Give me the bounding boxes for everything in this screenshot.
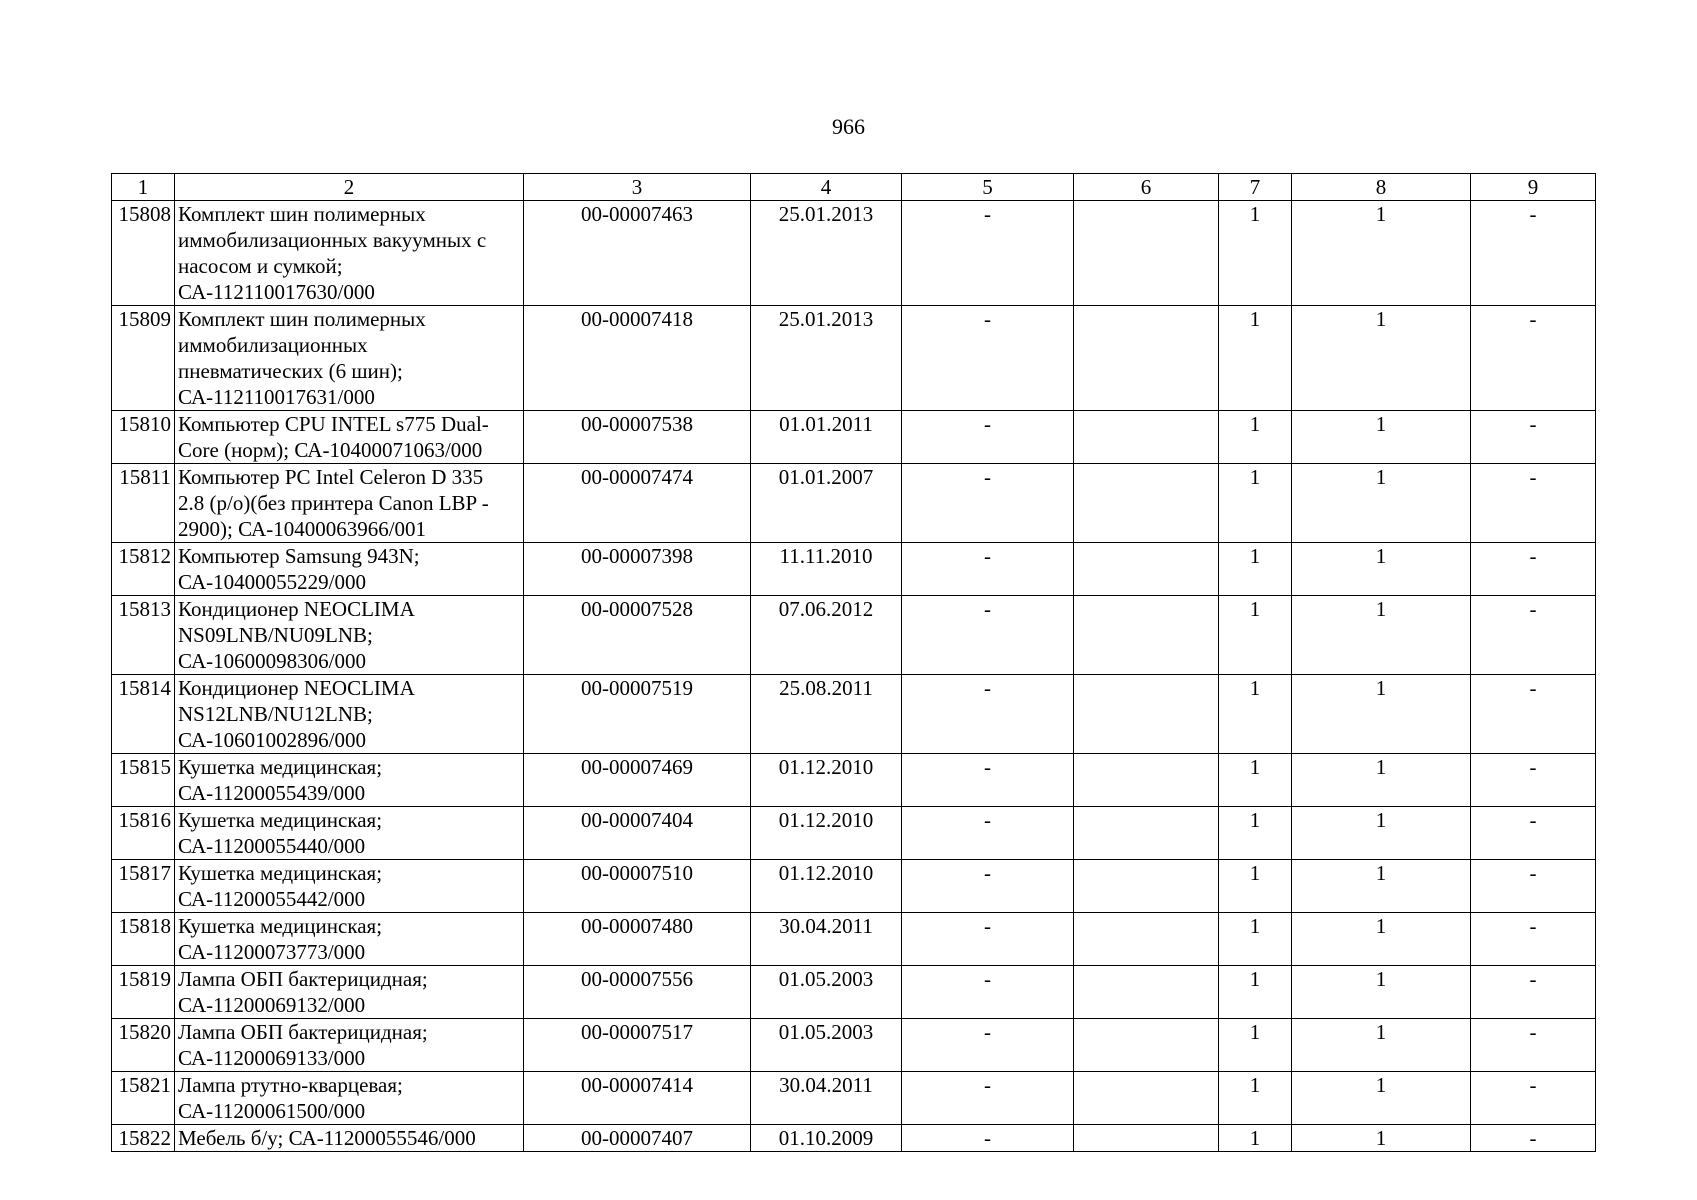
row-number-cell: 15813 [112, 596, 175, 675]
col9-cell: - [1471, 464, 1596, 543]
row-number-cell: 15812 [112, 543, 175, 596]
col7-cell: 1 [1219, 913, 1292, 966]
col9-cell: - [1471, 1019, 1596, 1072]
col8-cell: 1 [1292, 966, 1471, 1019]
header-cell-5: 5 [902, 174, 1074, 201]
row-number-cell: 15818 [112, 913, 175, 966]
date-cell: 01.05.2003 [751, 966, 902, 1019]
item-name-line: Лампа ртутно-кварцевая; [178, 1073, 403, 1097]
col6-cell [1074, 411, 1219, 464]
date-cell: 01.12.2010 [751, 754, 902, 807]
row-number-cell: 15821 [112, 1072, 175, 1125]
col8-cell: 1 [1292, 596, 1471, 675]
inventory-number-cell: 00-00007510 [524, 860, 751, 913]
header-cell-3: 3 [524, 174, 751, 201]
item-name-line: Core (норм); СА-10400071063/000 [178, 438, 483, 462]
item-name-cell [175, 1125, 524, 1152]
date-cell: 25.01.2013 [751, 201, 902, 306]
inventory-number-cell: 00-00007463 [524, 201, 751, 306]
item-name-line: Лампа ОБП бактерицидная; [178, 967, 428, 991]
col5-cell: - [902, 411, 1074, 464]
item-name-cell [175, 306, 524, 411]
col8-cell: 1 [1292, 464, 1471, 543]
date-cell: 30.04.2011 [751, 1072, 902, 1125]
item-name-cell [175, 201, 524, 306]
item-name-line: Кушетка медицинская; [178, 861, 383, 885]
col6-cell [1074, 306, 1219, 411]
col7-cell: 1 [1219, 860, 1292, 913]
item-name-line: Кондиционер NEOCLIMA [178, 597, 415, 621]
row-number-cell: 15816 [112, 807, 175, 860]
col9-cell: - [1471, 807, 1596, 860]
header-cell-7: 7 [1219, 174, 1292, 201]
item-name-line: СА-11200073773/000 [178, 940, 366, 964]
col6-cell [1074, 596, 1219, 675]
col6-cell [1074, 1072, 1219, 1125]
table-row [112, 807, 1596, 860]
col6-cell [1074, 675, 1219, 754]
col5-cell: - [902, 754, 1074, 807]
col6-cell [1074, 754, 1219, 807]
item-name-cell [175, 1019, 524, 1072]
col8-cell: 1 [1292, 675, 1471, 754]
item-name-cell [175, 675, 524, 754]
col6-cell [1074, 464, 1219, 543]
col8-cell: 1 [1292, 306, 1471, 411]
col6-cell [1074, 860, 1219, 913]
col9-cell: - [1471, 754, 1596, 807]
col8-cell: 1 [1292, 1019, 1471, 1072]
table-row [112, 754, 1596, 807]
col5-cell: - [902, 596, 1074, 675]
item-name-line: СА-11200061500/000 [178, 1099, 366, 1123]
col9-cell: - [1471, 1125, 1596, 1152]
row-number-cell: 15814 [112, 675, 175, 754]
col7-cell: 1 [1219, 411, 1292, 464]
col6-cell [1074, 201, 1219, 306]
inventory-number-cell: 00-00007556 [524, 966, 751, 1019]
item-name-cell [175, 913, 524, 966]
col5-cell: - [902, 807, 1074, 860]
item-name-line: NS12LNB/NU12LNB; [178, 702, 373, 726]
header-cell-1: 1 [112, 174, 175, 201]
col5-cell: - [902, 306, 1074, 411]
item-name-line: СА-11200055440/000 [178, 834, 366, 858]
table-row [112, 411, 1596, 464]
col6-cell [1074, 913, 1219, 966]
item-name-line: 2900); СА-10400063966/001 [178, 517, 427, 541]
inventory-number-cell: 00-00007474 [524, 464, 751, 543]
item-name-line: Мебель б/у; СА-11200055546/000 [178, 1126, 476, 1150]
row-number-cell: 15817 [112, 860, 175, 913]
col5-cell: - [902, 675, 1074, 754]
col9-cell: - [1471, 675, 1596, 754]
header-cell-9: 9 [1471, 174, 1596, 201]
col6-cell [1074, 1125, 1219, 1152]
item-name-line: Комплект шин полимерных [178, 307, 426, 331]
col8-cell: 1 [1292, 807, 1471, 860]
item-name-line: Компьютер PC Intel Celeron D 335 [178, 465, 484, 489]
date-cell: 01.10.2009 [751, 1125, 902, 1152]
col9-cell: - [1471, 201, 1596, 306]
row-number-cell: 15808 [112, 201, 175, 306]
row-number-cell: 15819 [112, 966, 175, 1019]
table-row [112, 675, 1596, 754]
col6-cell [1074, 966, 1219, 1019]
table-row [112, 464, 1596, 543]
item-name-line: иммобилизационных вакуумных с [178, 228, 487, 252]
item-name-line: СА-112110017631/000 [178, 385, 375, 409]
date-cell: 07.06.2012 [751, 596, 902, 675]
col5-cell: - [902, 543, 1074, 596]
item-name-cell [175, 543, 524, 596]
item-name-line: СА-10600098306/000 [178, 649, 366, 673]
date-cell: 01.05.2003 [751, 1019, 902, 1072]
col9-cell: - [1471, 913, 1596, 966]
col7-cell: 1 [1219, 1019, 1292, 1072]
inventory-number-cell: 00-00007519 [524, 675, 751, 754]
item-name-line: 2.8 (р/о)(без принтера Canon LBP - [178, 491, 489, 515]
item-name-line: СА-11200069132/000 [178, 993, 366, 1017]
col8-cell: 1 [1292, 1072, 1471, 1125]
item-name-cell [175, 807, 524, 860]
inventory-number-cell: 00-00007407 [524, 1125, 751, 1152]
inventory-number-cell: 00-00007528 [524, 596, 751, 675]
col5-cell: - [902, 913, 1074, 966]
table-row [112, 306, 1596, 411]
date-cell: 25.01.2013 [751, 306, 902, 411]
row-number-cell: 15811 [112, 464, 175, 543]
item-name-line: пневматических (6 шин); [178, 359, 403, 383]
inventory-number-cell: 00-00007404 [524, 807, 751, 860]
col9-cell: - [1471, 411, 1596, 464]
col9-cell: - [1471, 306, 1596, 411]
col9-cell: - [1471, 1072, 1596, 1125]
date-cell: 30.04.2011 [751, 913, 902, 966]
col7-cell: 1 [1219, 543, 1292, 596]
col7-cell: 1 [1219, 596, 1292, 675]
table-row [112, 543, 1596, 596]
col5-cell: - [902, 966, 1074, 1019]
inventory-number-cell: 00-00007480 [524, 913, 751, 966]
inventory-number-cell: 00-00007398 [524, 543, 751, 596]
row-number-cell: 15810 [112, 411, 175, 464]
item-name-line: Лампа ОБП бактерицидная; [178, 1020, 428, 1044]
inventory-number-cell: 00-00007469 [524, 754, 751, 807]
table-row [112, 860, 1596, 913]
col5-cell: - [902, 464, 1074, 543]
col9-cell: - [1471, 543, 1596, 596]
date-cell: 11.11.2010 [751, 543, 902, 596]
item-name-line: Кушетка медицинская; [178, 808, 383, 832]
col5-cell: - [902, 1072, 1074, 1125]
col7-cell: 1 [1219, 966, 1292, 1019]
item-name-cell [175, 411, 524, 464]
inventory-number-cell: 00-00007418 [524, 306, 751, 411]
item-name-line: Комплект шин полимерных [178, 202, 426, 226]
row-number-cell: 15820 [112, 1019, 175, 1072]
col7-cell: 1 [1219, 675, 1292, 754]
date-cell: 01.01.2007 [751, 464, 902, 543]
item-name-line: СА-11200055442/000 [178, 887, 366, 911]
row-number-cell: 15815 [112, 754, 175, 807]
item-name-line: СА-11200069133/000 [178, 1046, 366, 1070]
col8-cell: 1 [1292, 1125, 1471, 1152]
date-cell: 25.08.2011 [751, 675, 902, 754]
date-cell: 01.12.2010 [751, 860, 902, 913]
item-name-line: Кондиционер NEOCLIMA [178, 676, 415, 700]
col7-cell: 1 [1219, 807, 1292, 860]
table-row [112, 1019, 1596, 1072]
col8-cell: 1 [1292, 543, 1471, 596]
item-name-cell [175, 596, 524, 675]
col8-cell: 1 [1292, 860, 1471, 913]
header-cell-6: 6 [1074, 174, 1219, 201]
item-name-line: СА-10400055229/000 [178, 570, 366, 594]
item-name-line: Кушетка медицинская; [178, 755, 383, 779]
date-cell: 01.12.2010 [751, 807, 902, 860]
col9-cell: - [1471, 966, 1596, 1019]
item-name-cell [175, 754, 524, 807]
date-cell: 01.01.2011 [751, 411, 902, 464]
table-row [112, 596, 1596, 675]
col5-cell: - [902, 1125, 1074, 1152]
item-name-cell [175, 966, 524, 1019]
page-number: 966 [832, 114, 865, 139]
item-name-line: СА-112110017630/000 [178, 280, 375, 304]
col6-cell [1074, 543, 1219, 596]
item-name-line: СА-11200055439/000 [178, 781, 366, 805]
col9-cell: - [1471, 596, 1596, 675]
col6-cell [1074, 1019, 1219, 1072]
item-name-line: NS09LNB/NU09LNB; [178, 623, 373, 647]
inventory-number-cell: 00-00007517 [524, 1019, 751, 1072]
row-number-cell: 15809 [112, 306, 175, 411]
table-row [112, 913, 1596, 966]
col5-cell: - [902, 860, 1074, 913]
col8-cell: 1 [1292, 754, 1471, 807]
item-name-line: Кушетка медицинская; [178, 914, 383, 938]
table-row [112, 1072, 1596, 1125]
col7-cell: 1 [1219, 1125, 1292, 1152]
table-row [112, 1125, 1596, 1152]
col7-cell: 1 [1219, 464, 1292, 543]
item-name-line: Компьютер Samsung 943N; [178, 544, 420, 568]
col5-cell: - [902, 201, 1074, 306]
header-cell-4: 4 [751, 174, 902, 201]
item-name-cell [175, 464, 524, 543]
col9-cell: - [1471, 860, 1596, 913]
col7-cell: 1 [1219, 201, 1292, 306]
table-row [112, 201, 1596, 306]
item-name-line: СА-10601002896/000 [178, 728, 366, 752]
col8-cell: 1 [1292, 201, 1471, 306]
inventory-number-cell: 00-00007414 [524, 1072, 751, 1125]
table-row [112, 966, 1596, 1019]
header-cell-8: 8 [1292, 174, 1471, 201]
inventory-table [111, 173, 1596, 1152]
col8-cell: 1 [1292, 913, 1471, 966]
col7-cell: 1 [1219, 1072, 1292, 1125]
header-row [112, 174, 1596, 201]
inventory-number-cell: 00-00007538 [524, 411, 751, 464]
item-name-cell [175, 860, 524, 913]
col7-cell: 1 [1219, 754, 1292, 807]
col6-cell [1074, 807, 1219, 860]
col7-cell: 1 [1219, 306, 1292, 411]
col8-cell: 1 [1292, 411, 1471, 464]
item-name-line: Компьютер CPU INTEL s775 Dual- [178, 412, 489, 436]
item-name-line: насосом и сумкой; [178, 254, 343, 278]
item-name-line: иммобилизационных [178, 333, 368, 357]
item-name-cell [175, 1072, 524, 1125]
header-cell-2: 2 [175, 174, 524, 201]
col5-cell: - [902, 1019, 1074, 1072]
row-number-cell: 15822 [112, 1125, 175, 1152]
